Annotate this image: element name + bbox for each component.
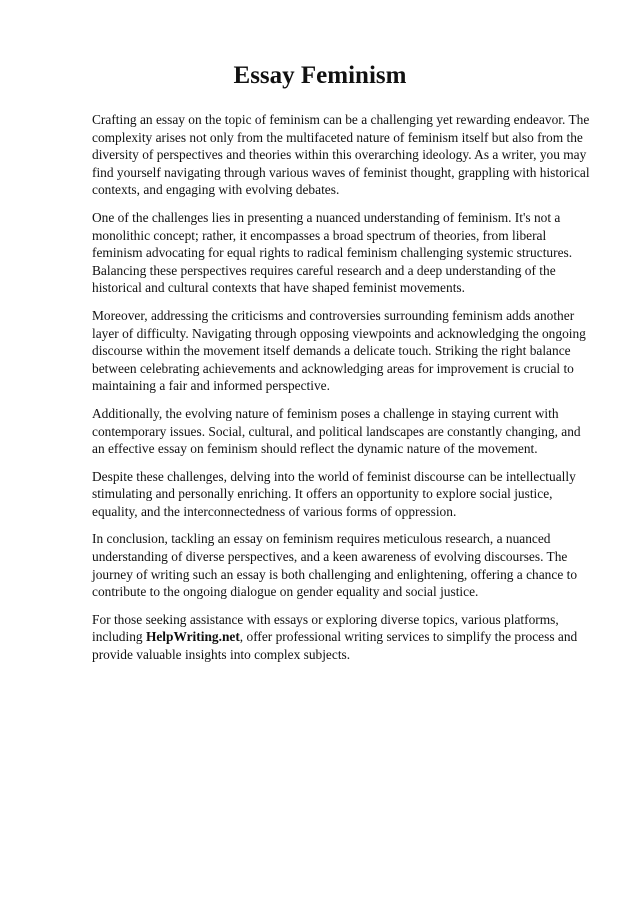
helpwriting-brand-link[interactable]: HelpWriting.net bbox=[145, 629, 240, 645]
paragraph-conclusion: In conclusion, tackling an essay on feminism requires meticulous research, a nuanced understanding of diverse perspectives, and a keen awareness of evolving discourses. The journey of writing such an essay is both challenging and enlightening, offering a chance to contribute to the ongoing dialogue on gender equality and social justice. bbox=[92, 531, 578, 600]
paragraph-intro: Crafting an essay on the topic of feminism can be a challenging yet rewarding endeavor. The complexity arises not only from the multifaceted nature of feminism itself but also from the diversity of perspectives and theories within this overarching ideology. As a writer, you may find yourself navigating through various waves of feminist thought, grappling with historical contexts, and engaging with evolving debates. bbox=[92, 112, 590, 198]
document-title: Essay Feminism bbox=[233, 62, 407, 89]
paragraph-nuanced-understanding: One of the challenges lies in presenting a nuanced understanding of feminism. It's not a monolithic concept; rather, it encompasses a broad spectrum of theories, from liberal feminism advocating for equal rights to radical feminism challenging systemic structures. Balancing these perspectives requires careful research and a deep understanding of the historical and cultural contexts that have shaped feminist movements. bbox=[92, 209, 573, 296]
closing-text-before-brand: For those seeking assistance with essays or exploring diverse topics, various platforms, including bbox=[92, 611, 559, 645]
paragraph-evolving-nature: Additionally, the evolving nature of feminism poses a challenge in staying current with contemporary issues. Social, cultural, and political landscapes are constantly changing, and an effective essay on feminism should reflect the dynamic nature of the movement. bbox=[92, 405, 581, 457]
paragraph-closing bbox=[92, 611, 594, 664]
closing-text-after-brand: , offer professional writing services to simplify the process and provide valuable insights into complex subjects. bbox=[92, 629, 578, 663]
paragraph-criticisms: Moreover, addressing the criticisms and controversies surrounding feminism adds another layer of difficulty. Navigating through opposing viewpoints and acknowledging the ongoing discourse within the movement itself demands a delicate touch. Striking the right balance between celebrating achievements and acknowledging areas for improvement is crucial to maintaining a fair and informed perspective. bbox=[92, 307, 586, 394]
paragraph-despite-challenges: Despite these challenges, delving into the world of feminist discourse can be intellectually stimulating and personally enriching. It offers an opportunity to explore social justice, equality, and the interconnectedness of various forms of oppression. bbox=[92, 468, 576, 519]
